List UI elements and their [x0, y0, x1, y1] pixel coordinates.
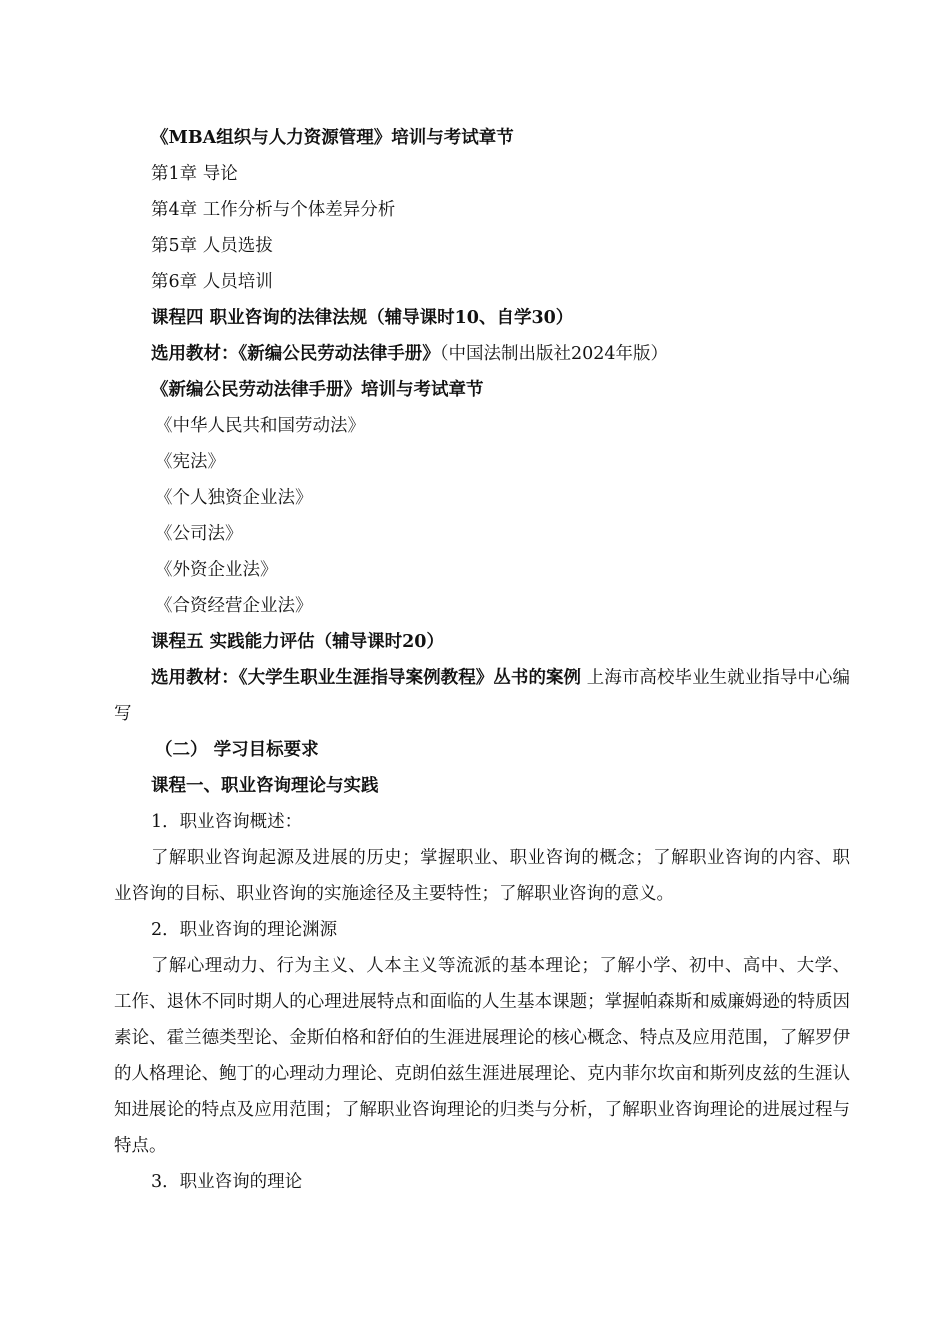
textbook-chapters-heading: 《MBA组织与人力资源管理》培训与考试章节	[151, 128, 514, 148]
chapter-item: 第5章 人员选拔	[151, 236, 273, 256]
chapter-item: 第6章 人员培训	[151, 272, 273, 292]
document-body	[114, 120, 850, 1200]
course-four-heading: 课程四 职业咨询的法律法规（辅导课时10、自学30）	[151, 308, 574, 328]
textbook-label: 选用教材：《新编公民劳动法律手册》	[151, 344, 440, 364]
item-heading: 2．职业咨询的理论渊源	[151, 920, 338, 940]
law-item: 《公司法》	[155, 524, 243, 544]
law-item: 《个人独资企业法》	[155, 488, 313, 508]
law-item: 《合资经营企业法》	[155, 596, 313, 616]
course-one-heading: 课程一、职业咨询理论与实践	[151, 776, 379, 796]
item-heading: 3．职业咨询的理论	[151, 1172, 303, 1192]
textbook-publisher: （中国法制出版社2024年版）	[439, 344, 669, 364]
law-item: 《宪法》	[155, 452, 225, 472]
chapter-item: 第1章 导论	[151, 164, 238, 184]
section-heading: （二） 学习目标要求	[155, 740, 319, 760]
course-five-heading: 课程五 实践能力评估（辅导课时20）	[151, 632, 444, 652]
law-item: 《中华人民共和国劳动法》	[155, 416, 365, 436]
textbook-chapters-heading: 《新编公民劳动法律手册》培训与考试章节	[151, 380, 484, 400]
paragraph: 了解职业咨询起源及进展的历史；掌握职业、职业咨询的概念；了解职业咨询的内容、职业咨询的目标、职业咨询的实施途径及主要特性；了解职业咨询的意义。	[114, 848, 850, 904]
paragraph: 了解心理动力、行为主义、人本主义等流派的基本理论；了解小学、初中、高中、大学、工作、退休不同时期人的心理进展特点和面临的人生基本课题；掌握帕森斯和威廉姆逊的特质因素论、霍兰德类型论、金斯伯格和舒伯的生涯进展理论的核心概念、特点及应用范围，了解罗伊的人格理论、鲍丁的心理动力理论、克朗伯兹生涯进展理论、克内菲尔坎亩和斯列皮兹的生涯认知进展论的特点及应用范围；了解职业咨询理论的归类与分析，了解职业咨询理论的进展过程与特点。	[114, 956, 850, 1156]
law-item: 《外资企业法》	[155, 560, 278, 580]
textbook-editor: 上海市高校毕业生就业指导中心编写	[114, 668, 851, 724]
course-four-textbook	[114, 336, 850, 372]
item-heading: 1．职业咨询概述：	[151, 812, 303, 832]
chapter-item: 第4章 工作分析与个体差异分析	[151, 200, 396, 220]
course-five-textbook	[114, 660, 850, 732]
textbook-label: 选用教材：《大学生职业生涯指导案例教程》丛书的案例	[151, 668, 582, 688]
